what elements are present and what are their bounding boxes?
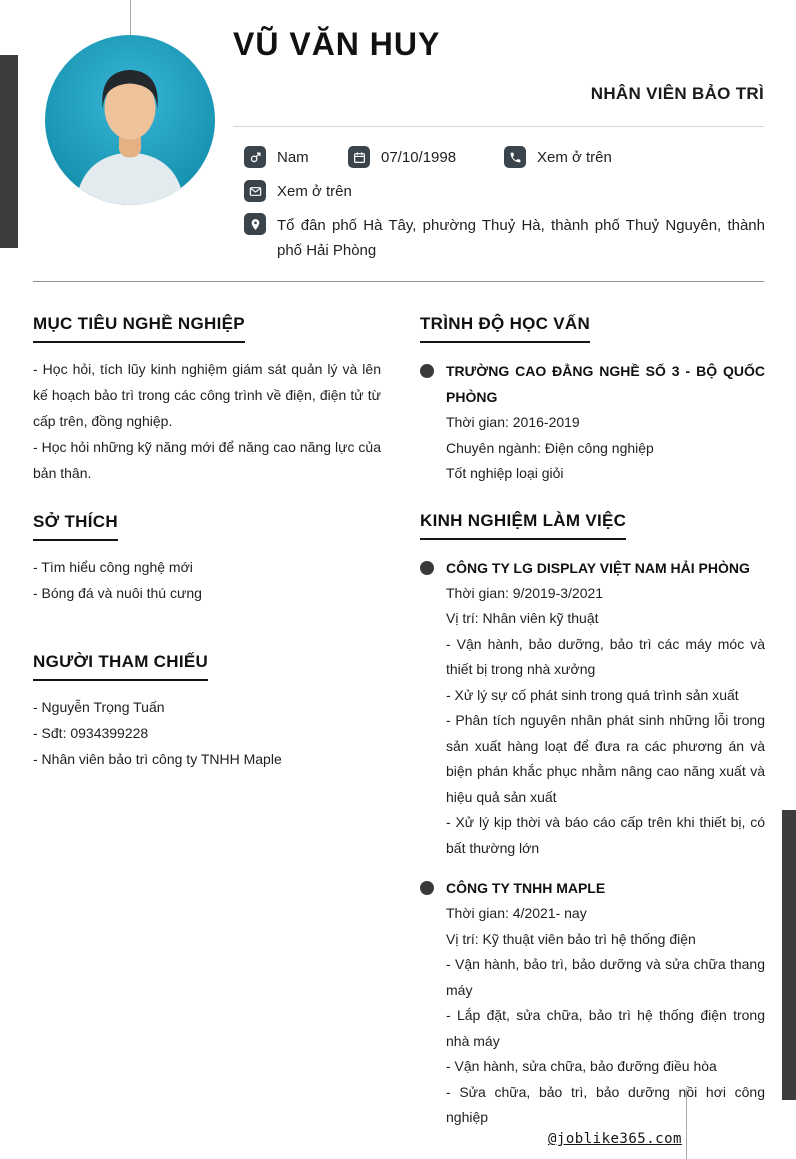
bullet-icon: [420, 364, 434, 378]
left-column: [33, 314, 381, 772]
school-name: TRƯỜNG CAO ĐẲNG NGHỀ SỐ 3 - BỘ QUỐC PHÒNG: [446, 363, 765, 405]
contact-birthdate: [348, 146, 456, 169]
experience-entry: [420, 875, 765, 1131]
hobby-item: - Bóng đá và nuôi thú cưng: [33, 585, 202, 601]
reference-item: - Sđt: 0934399228: [33, 725, 149, 741]
watermark: @joblike365.com: [548, 1131, 682, 1147]
email-icon: [244, 180, 266, 202]
education-entry: [420, 358, 765, 487]
contact-address: [244, 213, 765, 263]
objective-paragraph: - Học hỏi những kỹ năng mới để năng cao năng lực của bản thân.: [33, 439, 381, 481]
experience-detail: - Vận hành, bảo dưỡng, bảo trì các máy móc và thiết bị trong nhà xưởng: [446, 635, 765, 677]
hobbies-heading: SỞ THÍCH: [33, 512, 118, 541]
avatar: [45, 35, 215, 205]
contact-gender: [244, 146, 309, 169]
section-experience: [420, 511, 765, 1131]
experience-detail: Vị trí: Kỹ thuật viên bảo trì hệ thống điện: [446, 930, 696, 947]
phone-icon: [504, 146, 526, 168]
experience-detail: - Vận hành, bảo trì, bảo dưỡng và sửa chữa thang máy: [446, 956, 765, 998]
education-detail: Thời gian: 2016-2019: [446, 414, 580, 430]
contact-gender-text: Nam: [277, 149, 309, 166]
education-detail: Chuyên ngành: Điện công nghiệp: [446, 439, 654, 456]
location-icon: [244, 213, 266, 235]
experience-detail: - Phân tích nguyên nhân phát sinh những lỗi trong sản xuất hàng loạt để đưa ra các phương án và biện phán khắc phục nhằm nâng cao năng xuất và hiệu quả sản xuất: [446, 712, 765, 805]
experience-detail: Vị trí: Nhân viên kỹ thuật: [446, 610, 599, 626]
contact-phone-text: Xem ở trên: [537, 149, 612, 166]
avatar-photo-placeholder: [45, 35, 215, 205]
section-references: [33, 652, 381, 772]
experience-detail: - Xử lý sự cố phát sinh trong quá trình sản xuất: [446, 686, 739, 703]
candidate-name: VŨ VĂN HUY: [233, 26, 441, 62]
experience-entry: [420, 555, 765, 862]
gender-icon: [244, 146, 266, 168]
company-name: CÔNG TY TNHH MAPLE: [446, 880, 606, 896]
experience-detail: Thời gian: 9/2019-3/2021: [446, 584, 604, 601]
company-name: CÔNG TY LG DISPLAY VIỆT NAM HẢI PHÒNG: [446, 559, 750, 576]
header-divider: [233, 126, 764, 127]
section-education: [420, 314, 765, 487]
education-heading: TRÌNH ĐỘ HỌC VẤN: [420, 314, 590, 343]
references-heading: NGƯỜI THAM CHIẾU: [33, 652, 208, 681]
job-title: NHÂN VIÊN BẢO TRÌ: [590, 84, 764, 103]
contact-birthdate-text: 07/10/1998: [381, 149, 457, 166]
contact-email-text: Xem ở trên: [277, 183, 352, 200]
experience-detail: - Lắp đặt, sửa chữa, bảo trì hệ thống điện trong nhà máy: [446, 1007, 765, 1049]
contact-address-text: Tổ đân phố Hà Tây, phường Thuỷ Hà, thành phố Thuỷ Nguyên, thành phố Hải Phòng: [277, 217, 765, 259]
section-objective: [33, 314, 381, 486]
left-accent-bar: [0, 55, 18, 248]
experience-detail: - Sửa chữa, bảo trì, bảo dưỡng nồi hơi công nghiệp: [446, 1083, 765, 1125]
right-accent-bar: [782, 810, 796, 1100]
hobby-item: - Tìm hiểu công nghệ mới: [33, 559, 193, 575]
objective-heading: MỤC TIÊU NGHỀ NGHIỆP: [33, 314, 245, 343]
experience-detail: - Vận hành, sửa chữa, bảo đưỡng điều hòa: [446, 1058, 717, 1074]
bullet-icon: [420, 881, 434, 895]
experience-detail: Thời gian: 4/2021- nay: [446, 905, 587, 921]
calendar-icon: [348, 146, 370, 168]
right-column: [420, 314, 765, 1131]
bullet-icon: [420, 561, 434, 575]
section-divider: [33, 281, 764, 282]
contact-phone: [504, 146, 612, 169]
education-detail: Tốt nghiệp loại giỏi: [446, 465, 564, 481]
reference-item: - Nguyễn Trọng Tuấn: [33, 699, 165, 715]
experience-heading: KINH NGHIỆM LÀM VIỆC: [420, 511, 626, 540]
reference-item: - Nhân viên bảo trì công ty TNHH Maple: [33, 751, 282, 767]
contact-email: [244, 180, 352, 203]
objective-paragraph: - Học hỏi, tích lũy kinh nghiệm giám sát quản lý và lên kế hoạch bảo trì trong các công trình về điện, điện tử từ cấp trên, đồng nghiệp.: [33, 361, 381, 429]
section-hobbies: [33, 512, 381, 606]
experience-detail: - Xử lý kịp thời và báo cáo cấp trên khi thiết bị, có bất thường lớn: [446, 814, 765, 856]
